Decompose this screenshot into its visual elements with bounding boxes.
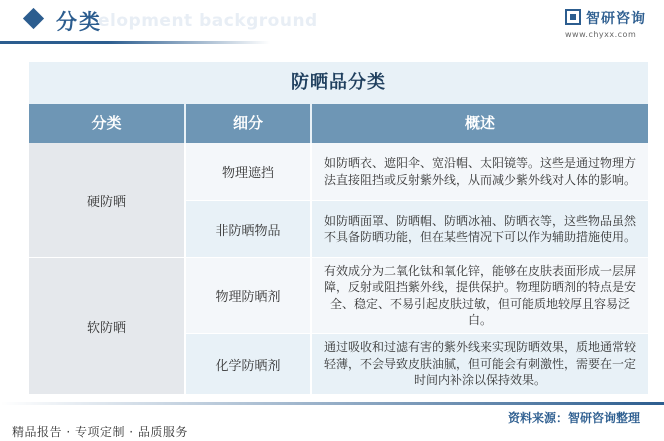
- data-source: 资料来源：智研咨询整理: [508, 411, 641, 425]
- category-cell: 硬防晒: [29, 143, 184, 257]
- description-cell: 通过吸收和过滤有害的紫外线来实现防晒效果，质地通常较轻薄，不会导致皮肤油腻，但可能会有刺激性，需要在一定时间内补涂以保持效果。: [312, 334, 648, 394]
- subcategory-cell: 化学防晒剂: [186, 334, 310, 394]
- logo-text: 智研咨询: [586, 11, 646, 27]
- column-header-subcategory: 细分: [186, 104, 310, 143]
- column-divider: [310, 143, 312, 394]
- column-header-category: 分类: [29, 104, 184, 143]
- header-watermark: elopment background: [98, 11, 318, 31]
- description-cell: 有效成分为二氧化钛和氧化锌，能够在皮肤表面形成一层屏障，反射或阻挡紫外线，提供保护。物理防晒剂的特点是安全、稳定、不易引起皮肤过敏，但可能质地较厚且容易泛白。: [312, 258, 648, 333]
- footer-rule: [0, 402, 664, 405]
- table-title: 防晒品分类: [291, 72, 386, 93]
- subcategory-cell: 物理遮挡: [186, 143, 310, 200]
- title-underline: [0, 41, 270, 44]
- subcategory-cell: 物理防晒剂: [186, 258, 310, 333]
- description-cell: 如防晒衣、遮阳伞、宽沿帽、太阳镜等。这些是通过物理方法直接阻挡或反射紫外线，从而减少紫外线对人体的影响。: [312, 143, 648, 200]
- page-title: 分类: [56, 10, 102, 34]
- description-cell: 如防晒面罩、防晒帽、防晒冰袖、防晒衣等，这些物品虽然不具备防晒功能，但在某些情况下可以作为辅助措施使用。: [312, 201, 648, 257]
- subcategory-cell: 非防晒物品: [186, 201, 310, 257]
- logo-url: www.chyxx.com: [565, 30, 637, 39]
- classification-table: [29, 62, 648, 394]
- logo-icon: [565, 9, 581, 25]
- column-divider: [184, 143, 186, 394]
- brand-logo: [565, 8, 660, 44]
- footer-slogan: 精品报告 · 专项定制 · 品质服务: [12, 425, 188, 439]
- group-divider: [29, 257, 648, 258]
- column-header-description: 概述: [312, 104, 648, 143]
- page-header: [0, 0, 664, 44]
- table-header-row: [29, 104, 648, 143]
- row-divider: [186, 200, 648, 201]
- row-divider: [186, 333, 648, 334]
- category-cell: 软防晒: [29, 258, 184, 394]
- diamond-icon: [23, 8, 44, 29]
